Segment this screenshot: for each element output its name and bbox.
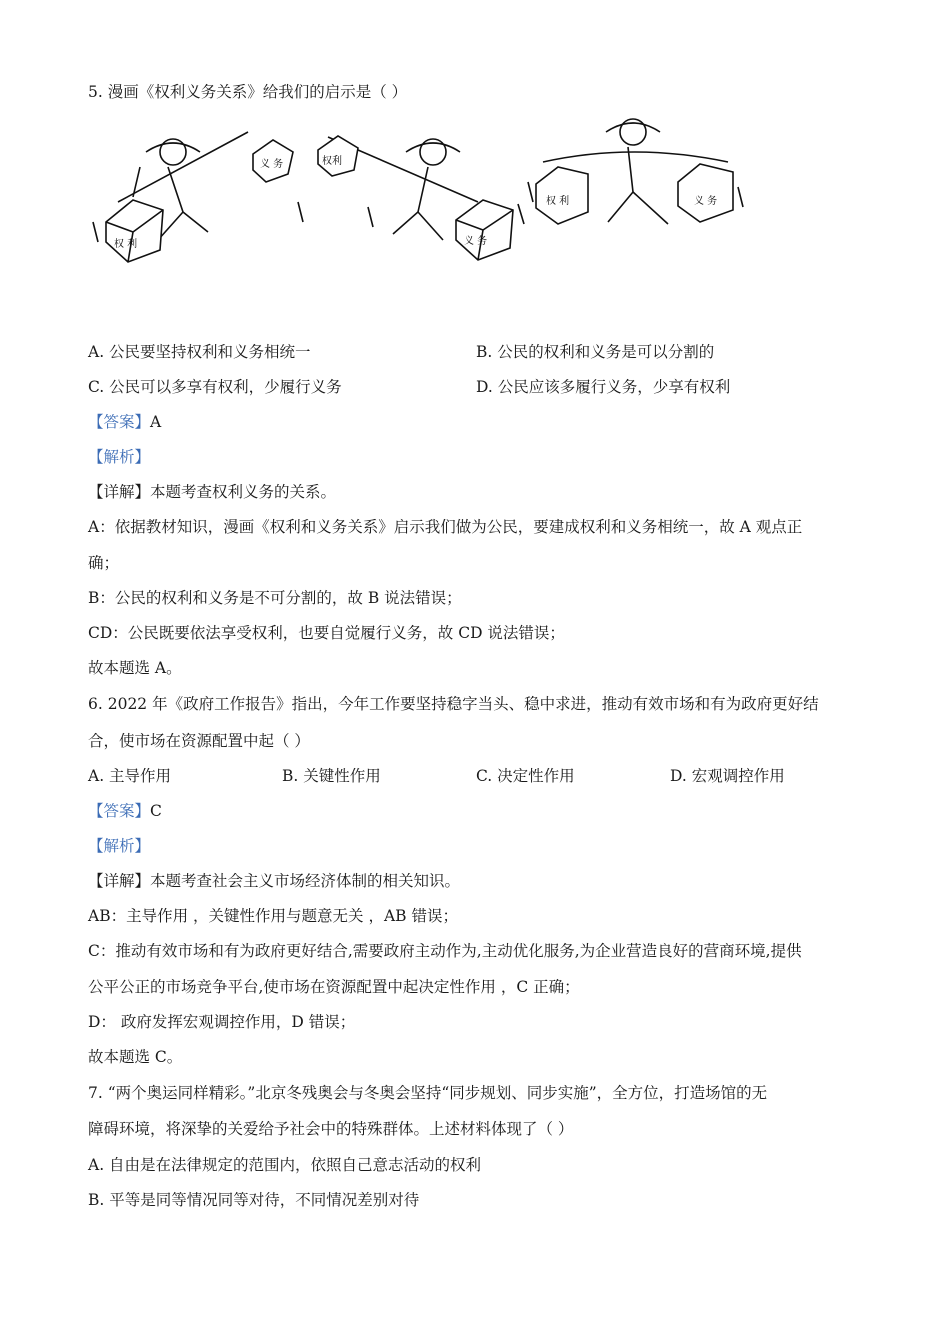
q7-option-b[interactable]: B. 平等是同等情况同等对待，不同情况差别对待 (88, 1191, 420, 1209)
q6-line-5: 故本题选 C。 (88, 1048, 183, 1066)
q5-detail-tag: 【详解】 (88, 483, 151, 501)
q6-analysis-tag: 【解析】 (88, 837, 151, 855)
q6-line-1: AB：主导作用 ，关键性作用与题意无关 ，AB 错误； (88, 907, 458, 925)
q5-detail (88, 482, 336, 502)
q6-detail-tag: 【详解】 (88, 872, 151, 890)
comic-rights-label-2: 权利 (322, 156, 342, 167)
q6-stem-line-2: 合，使市场在资源配置中起（ ） (88, 732, 310, 750)
q6-answer-value: C (150, 802, 162, 820)
q5-option-d[interactable]: D. 公民应该多履行义务，少享有权利 (476, 378, 731, 396)
q6-line-3: 公平公正的市场竞争平台,使市场在资源配置中起决定性作用 ，C 正确； (88, 978, 580, 996)
q5-option-a[interactable]: A. 公民要坚持权利和义务相统一 (88, 343, 311, 361)
q6-line-4: D： 政府发挥宏观调控作用，D 错误； (88, 1013, 356, 1031)
q5-line-5: 故本题选 A。 (88, 659, 182, 677)
comic-duty-label-2: 义 务 (464, 236, 488, 247)
comic-duty-label-3: 义 务 (694, 196, 718, 207)
comic-duty-label-1: 义 务 (260, 159, 284, 170)
comic-rights-label-3: 权 利 (546, 196, 570, 207)
q6-option-a[interactable]: A. 主导作用 (88, 767, 172, 785)
q5-line-2: 确； (88, 554, 120, 572)
q5-option-b[interactable]: B. 公民的权利和义务是可以分割的 (476, 343, 715, 361)
comic-rights-duties-image (88, 112, 758, 272)
q5-answer-value: A (150, 413, 162, 431)
q5-stem: 5. 漫画《权利义务关系》给我们的启示是（ ） (88, 83, 408, 101)
q5-option-c[interactable]: C. 公民可以多享有权利，少履行义务 (88, 378, 342, 396)
q5-answer (88, 412, 161, 432)
q6-option-c[interactable]: C. 决定性作用 (476, 767, 575, 785)
q7-stem-line-2: 障碍环境，将深挚的关爱给予社会中的特殊群体。上述材料体现了（ ） (88, 1120, 574, 1138)
q6-line-2: C：推动有效市场和有为政府更好结合,需要政府主动作为,主动优化服务,为企业营造良好的营商环境,提供 (88, 942, 802, 960)
q7-stem-line-1: 7. “两个奥运同样精彩。”北京冬残奥会与冬奥会坚持“同步规划、同步实施”，全方位，打造场馆的无 (88, 1084, 768, 1102)
q5-detail-text: 本题考查权利义务的关系。 (150, 483, 337, 501)
q5-analysis-tag: 【解析】 (88, 448, 151, 466)
q5-line-1: A：依据教材知识，漫画《权利和义务关系》启示我们做为公民，要建成权利和义务相统一，故 A 观点正 (88, 518, 803, 536)
q5-answer-tag: 【答案】 (88, 413, 151, 431)
q6-stem-line-1: 6. 2022 年《政府工作报告》指出，今年工作要坚持稳字当头、稳中求进，推动有效市场和有为政府更好结 (88, 695, 819, 713)
q5-line-3: B：公民的权利和义务是不可分割的，故 B 说法错误； (88, 589, 462, 607)
comic-panel-3 (528, 119, 743, 224)
q6-answer-tag: 【答案】 (88, 802, 151, 820)
comic-rights-label-1: 权 利 (114, 239, 138, 250)
q6-detail-text: 本题考查社会主义市场经济体制的相关知识。 (150, 872, 461, 890)
q7-option-a[interactable]: A. 自由是在法律规定的范围内，依照自己意志活动的权利 (88, 1156, 482, 1174)
comic-panel-2 (318, 136, 524, 260)
q6-answer (88, 801, 162, 821)
q5-line-4: CD：公民既要依法享受权利，也要自觉履行义务，故 CD 说法错误； (88, 624, 565, 642)
q6-option-d[interactable]: D. 宏观调控作用 (670, 767, 785, 785)
q6-option-b[interactable]: B. 关键性作用 (282, 767, 381, 785)
q6-detail (88, 871, 460, 891)
